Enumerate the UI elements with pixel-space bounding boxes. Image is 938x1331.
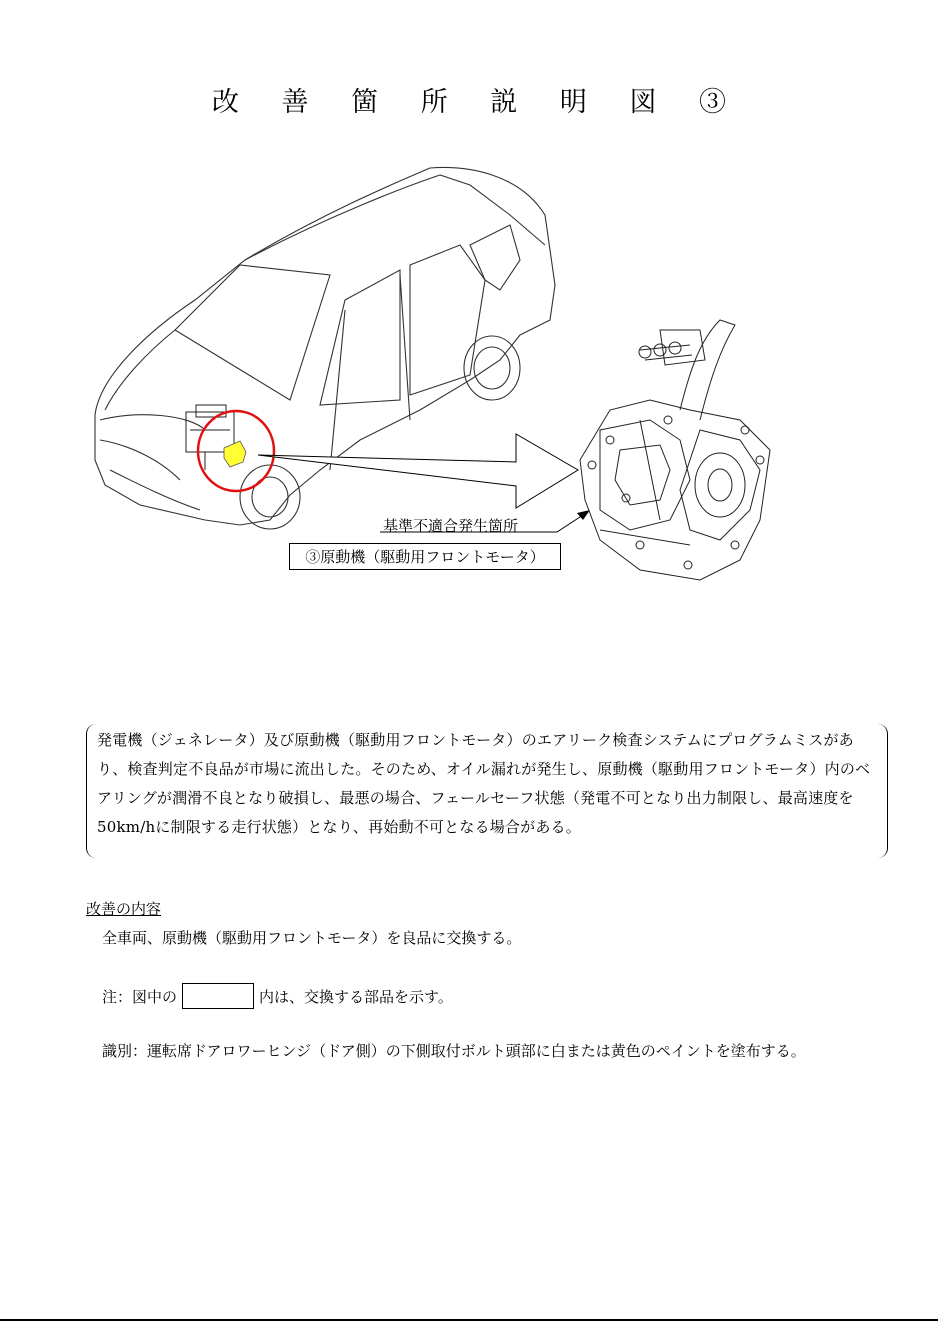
note-line (102, 983, 453, 1009)
motor-highlight (224, 441, 246, 467)
page-bottom-edge (0, 1319, 938, 1331)
description-text: 発電機（ジェネレータ）及び原動機（駆動用フロントモータ）のエアリーク検査システムにプログラムミスがあり、検査判定不良品が市場に流出した。そのため、オイル漏れが発生し、原動機（駆動用フロントモータ）内のベアリングが潤滑不良となり破損し、最悪の場合、フェールセーフ状態（発電不可となり出力制限し、最高速度を50km/hに制限する走行状態）となり、再始動不可となる場合がある。 (97, 731, 871, 836)
part-label-box: ③原動機（駆動用フロントモータ） (289, 543, 561, 570)
callout-label: 基準不適合発生箇所 (383, 517, 519, 535)
improvement-text: 全車両、原動機（駆動用フロントモータ）を良品に交換する。 (102, 929, 522, 947)
callout-arrowhead (577, 510, 590, 520)
note-prefix: 注：図中の (102, 987, 178, 1006)
identification-text: 識別：運転席ドアロワーヒンジ（ドア側）の下側取付ボルト頭部に白または黄色のペイントを塗布する。 (102, 1042, 806, 1060)
description-box (86, 724, 888, 858)
section-heading: 改善の内容 (86, 900, 162, 918)
note-suffix: 内は、交換する部品を示す。 (259, 987, 453, 1006)
motor-illustration (580, 320, 770, 580)
page-title: 改 善 箇 所 説 明 図 ③ (211, 87, 744, 118)
note-blank-box (182, 983, 254, 1009)
pointer-arrow (258, 434, 578, 508)
